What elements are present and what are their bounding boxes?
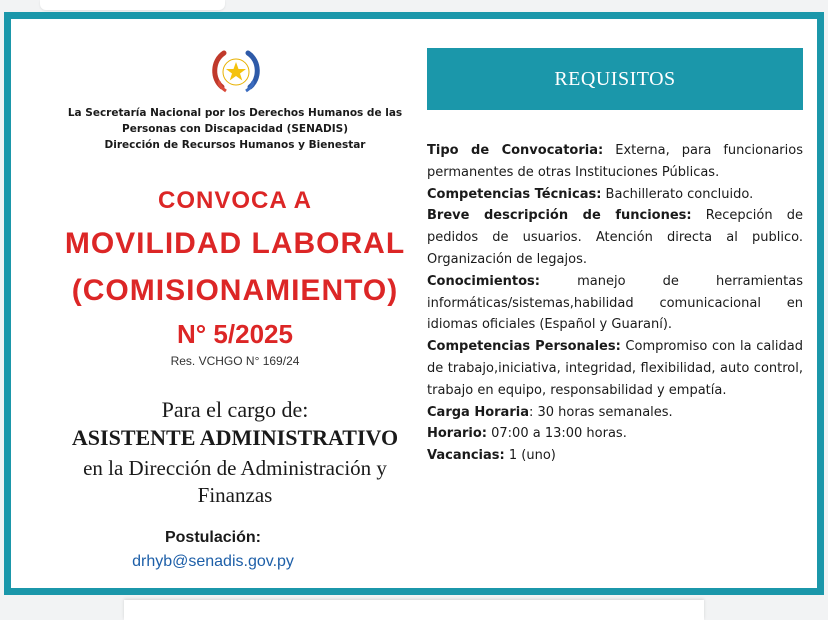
movilidad-heading: MOVILIDAD LABORAL (64, 227, 406, 260)
requirement-label: Conocimientos: (427, 273, 540, 289)
requisitos-list (427, 140, 803, 467)
top-card-edge (40, 0, 225, 10)
comisionamiento-heading: (COMISIONAMIENTO) (71, 274, 399, 307)
requirement-label: Vacancias: (427, 448, 505, 464)
organization-header (11, 105, 459, 153)
position-department (11, 455, 459, 509)
requirement-item (427, 445, 803, 467)
requirement-item (427, 336, 803, 401)
requirement-value: 1 (uno) (504, 448, 556, 464)
requisitos-header: REQUISITOS (427, 48, 803, 110)
requirement-label: Competencias Técnicas: (427, 186, 602, 202)
requirement-label: Horario: (427, 426, 487, 442)
position-department-line-2: Finanzas (197, 483, 273, 507)
requirement-label: Tipo de Convocatoria: (427, 143, 604, 158)
announcement-card (4, 12, 824, 595)
position-department-line-1: en la Dirección de Administración y (83, 456, 387, 480)
application-label: Postulación: (164, 529, 261, 546)
requirement-item (427, 423, 803, 445)
requirement-label: Competencias Personales: (427, 339, 621, 355)
requirement-label: Carga Horaria (427, 404, 529, 420)
requirement-value: 07:00 a 13:00 horas. (487, 426, 627, 442)
org-name-line-2: Personas con Discapacidad (SENADIS) (122, 123, 348, 135)
requirement-item (427, 271, 803, 336)
requirement-value: Externa, para funcionarios permanentes de otras Instituciones Públicas. (427, 143, 803, 180)
org-department: Dirección de Recursos Humanos y Bienestar (104, 139, 366, 151)
requirement-label: Breve descripción de funciones: (427, 208, 692, 224)
application-email-link[interactable]: drhyb@senadis.gov.py (132, 553, 294, 570)
position-intro: Para el cargo de: (161, 397, 309, 422)
resolution-reference: Res. VCHGO N° 169/24 (170, 354, 300, 368)
position-title: ASISTENTE ADMINISTRATIVO (71, 425, 399, 450)
requirement-value: : 30 horas semanales. (528, 404, 673, 420)
requirement-value: Compromiso con la calidad de trabajo,iniciativa, integridad, flexibilidad, auto control, trabajo en equipo, responsabilidad y empatía. (427, 339, 804, 398)
left-column (11, 19, 459, 588)
paraguay-coat-of-arms-icon (208, 47, 264, 97)
requirement-item (427, 140, 803, 184)
requirement-value: manejo de herramientas informáticas/sistemas,habilidad comunicacional en idiomas oficiales (Español y Guaraní). (427, 273, 803, 333)
requirement-item (427, 402, 803, 424)
next-card-edge (124, 600, 704, 620)
requirement-item (427, 205, 803, 270)
requirement-value: Bachillerato concluido. (601, 186, 754, 202)
convoca-heading: CONVOCA A (158, 187, 312, 214)
call-number: N° 5/2025 (177, 319, 293, 349)
requirement-value: Recepción de pedidos de usuarios. Atención directa al publico. Organización de legajos. (427, 208, 804, 267)
requirement-item (427, 184, 803, 206)
org-name-line-1: La Secretaría Nacional por los Derechos Humanos de las (67, 107, 403, 119)
